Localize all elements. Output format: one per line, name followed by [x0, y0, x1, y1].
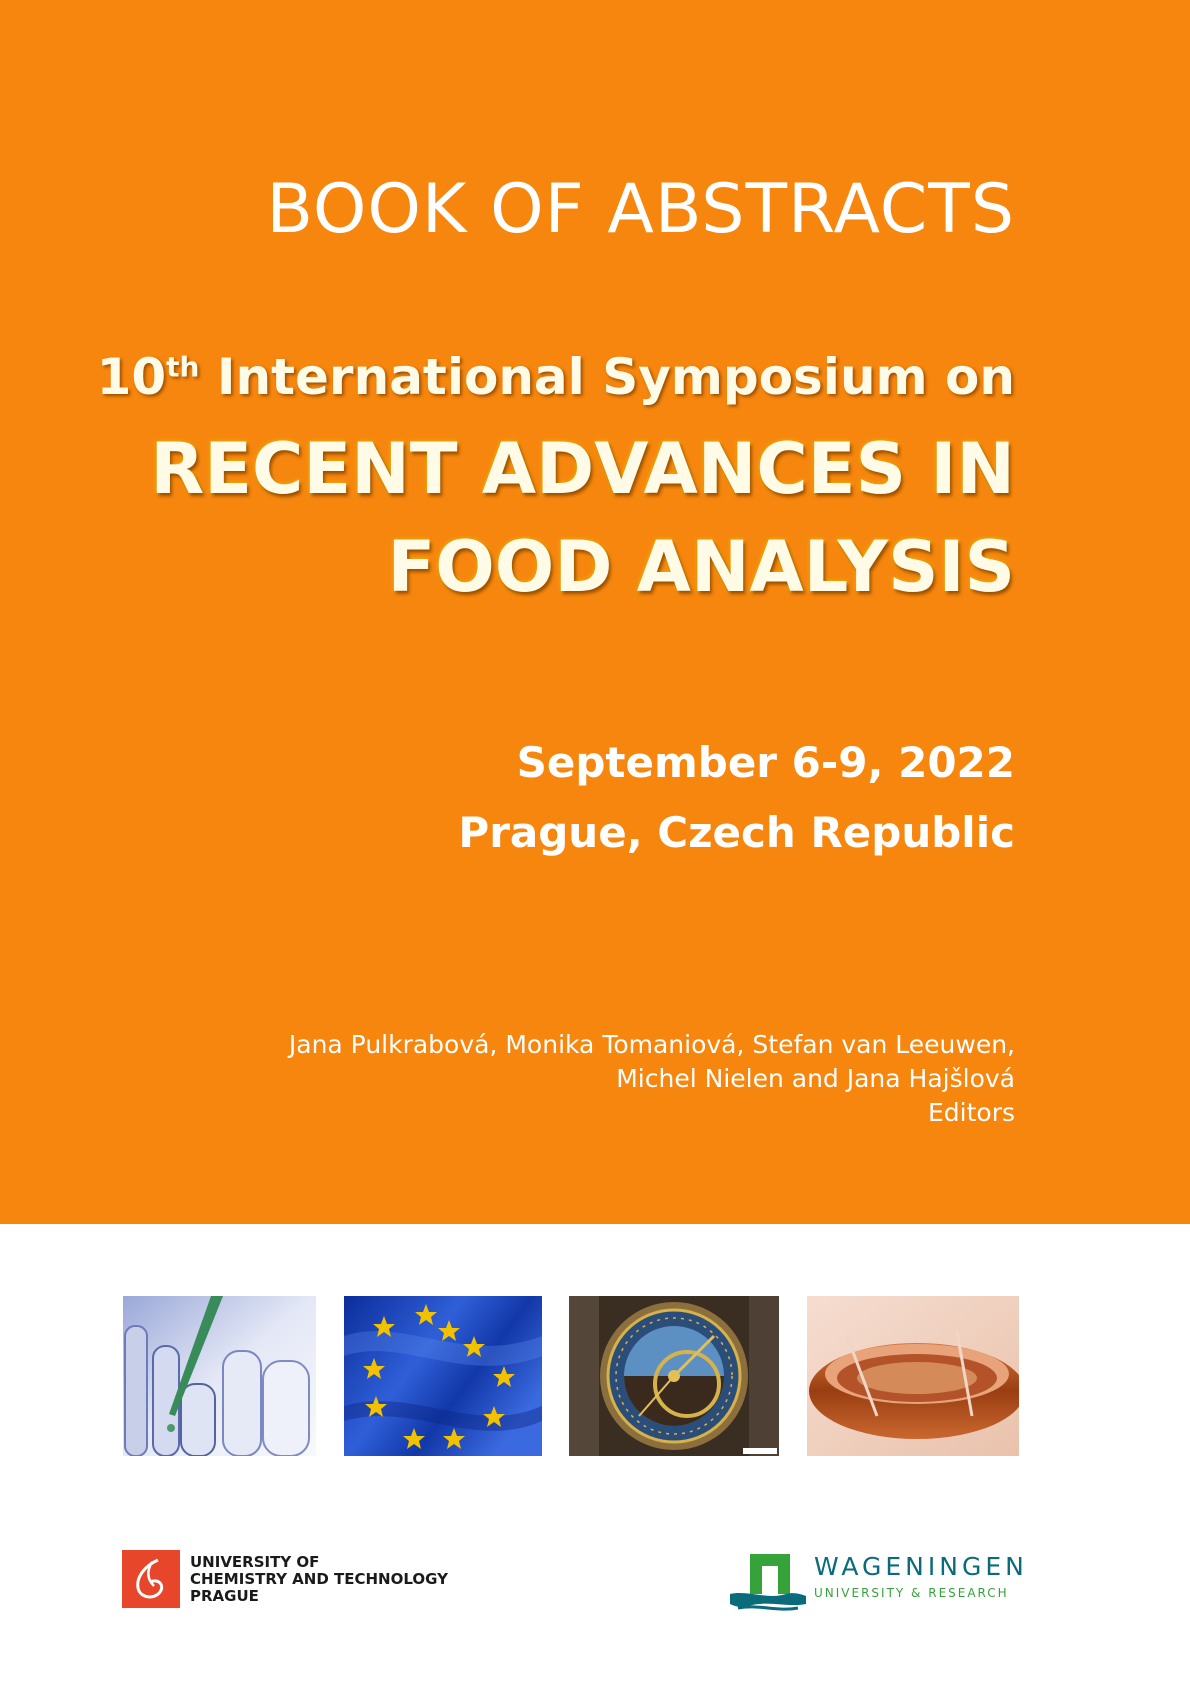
wur-subtitle: UNIVERSITY & RESEARCH: [814, 1586, 1009, 1600]
uct-logo-text: [190, 1554, 448, 1605]
wur-name: WAGENINGEN: [814, 1552, 1028, 1581]
uct-line3: PRAGUE: [190, 1587, 259, 1605]
event-date: September 6-9, 2022: [516, 738, 1015, 787]
editors-line2: Michel Nielen and Jana Hajšlová: [616, 1064, 1015, 1093]
prague-astronomical-clock-photo: [569, 1296, 779, 1456]
uct-logo-mark-icon: [122, 1550, 180, 1608]
editors-line1: Jana Pulkrabová, Monika Tomaniová, Stefan van Leeuwen,: [288, 1030, 1015, 1059]
eu-flag-photo: [344, 1296, 542, 1456]
symposium-number: 10: [96, 348, 167, 406]
uct-prague-logo: [122, 1550, 462, 1608]
wageningen-logo-mark-icon: [728, 1550, 808, 1612]
symposium-label: International Symposium on: [216, 348, 1015, 406]
symposium-title-line1: RECENT ADVANCES IN: [150, 428, 1015, 510]
uct-line2: CHEMISTRY AND TECHNOLOGY: [190, 1570, 448, 1588]
book-title: BOOK OF ABSTRACTS: [266, 170, 1015, 249]
editors-label: Editors: [927, 1098, 1015, 1127]
event-location: Prague, Czech Republic: [458, 808, 1015, 857]
symposium-title-line2: FOOD ANALYSIS: [387, 526, 1015, 608]
symposium-title: [150, 420, 1015, 616]
editors-block: [289, 1028, 1015, 1130]
gc-column-photo: [807, 1296, 1019, 1456]
test-tubes-photo: [123, 1296, 316, 1456]
symposium-line: [97, 348, 1015, 406]
symposium-number-suffix: th: [166, 350, 200, 384]
uct-line1: UNIVERSITY OF: [190, 1553, 320, 1571]
wageningen-logo: [728, 1550, 1028, 1612]
